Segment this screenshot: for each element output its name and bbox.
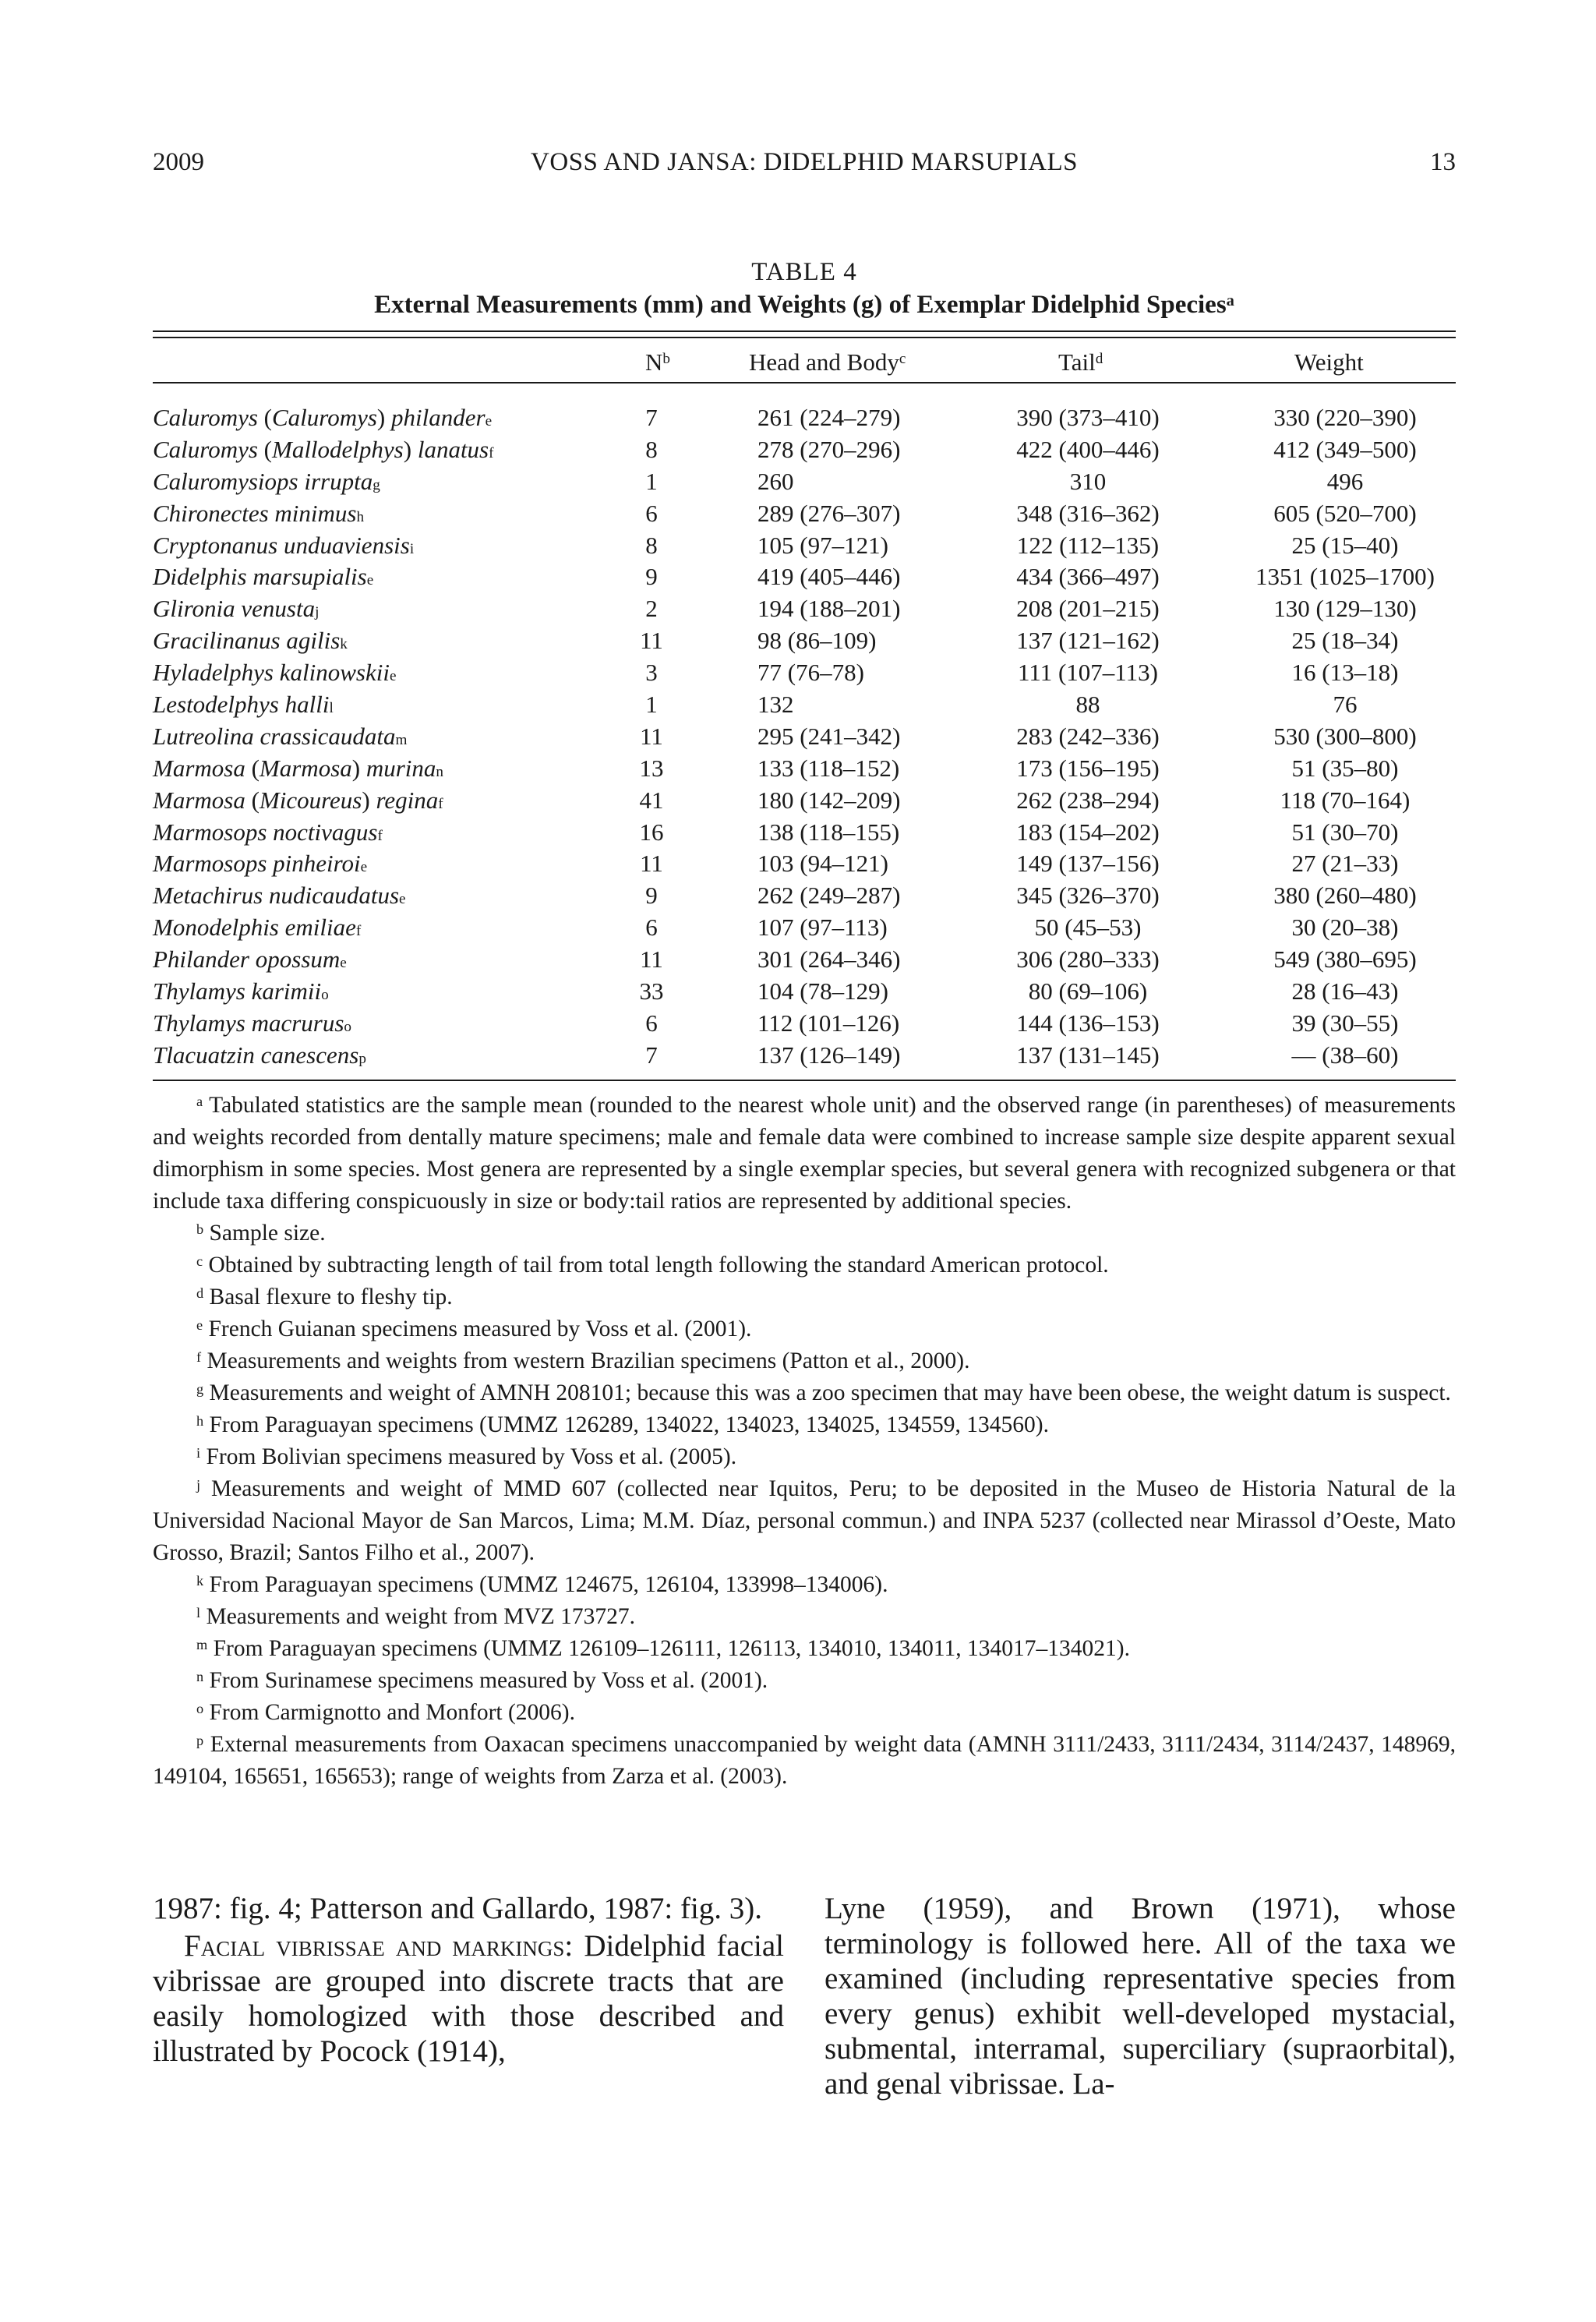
species-footnote-mark: p	[358, 1050, 366, 1067]
species-genus: Caluromysiops	[153, 467, 298, 495]
table-row	[153, 498, 1456, 530]
cell-weight: 30 (20–38)	[1291, 914, 1399, 942]
cell-n: 11	[640, 850, 663, 878]
table-number: TABLE 4	[751, 258, 857, 286]
species-epithet: agilis	[286, 627, 341, 655]
footnote-mark: k	[196, 1572, 204, 1589]
species-genus: Caluromys	[153, 404, 258, 431]
table-row	[153, 721, 1456, 753]
cell-weight: 330 (220–390)	[1273, 404, 1417, 431]
species-genus: Caluromys	[153, 435, 258, 463]
cell-n: 6	[645, 499, 658, 527]
species-subgenus: Marmosa	[259, 754, 352, 782]
cell-head-body: 138 (118–155)	[757, 818, 900, 846]
species-name	[153, 944, 347, 975]
footnote	[153, 1313, 1456, 1345]
species-epithet: nudicaudatus	[268, 882, 400, 910]
footnote-mark: l	[196, 1604, 201, 1620]
species-epithet: kalinowskii	[279, 659, 390, 687]
cell-n: 9	[645, 563, 658, 591]
footnote-text: From Paraguayan specimens (UMMZ 124675, 126104, 133998–134006).	[209, 1572, 888, 1597]
species-name	[153, 1040, 366, 1071]
cell-head-body: 289 (276–307)	[757, 499, 901, 527]
species-genus: Thylamys	[153, 977, 245, 1005]
species-epithet: karimii	[251, 977, 322, 1005]
cell-weight: 1351 (1025–1700)	[1255, 563, 1435, 591]
species-genus: Thylamys	[153, 1009, 245, 1037]
species-epithet: philander	[391, 404, 486, 431]
table-row	[153, 689, 1456, 721]
cell-weight: 39 (30–55)	[1291, 1009, 1399, 1037]
species-footnote-mark: n	[436, 763, 444, 780]
species-name	[153, 721, 407, 752]
cell-weight: 380 (260–480)	[1273, 882, 1417, 910]
footnote-mark: a	[196, 1093, 203, 1109]
species-epithet: canescens	[260, 1041, 359, 1069]
body-column-right	[824, 1891, 1456, 2101]
body-paragraph-text: Didelphid facial vibrissae are grouped into discrete tracts that are easily homologized with those described and illustrated by Pocock (1914),	[153, 1929, 785, 2068]
species-genus: Hyladelphys	[153, 659, 274, 687]
footnote	[153, 1377, 1456, 1409]
footnote-text: From Paraguayan specimens (UMMZ 126289, 134022, 134023, 134025, 134559, 134560).	[209, 1412, 1049, 1437]
table-header-rule	[153, 382, 1456, 383]
cell-weight: 76	[1333, 691, 1358, 719]
running-head	[153, 145, 1456, 179]
species-name	[153, 880, 406, 911]
table-row	[153, 880, 1456, 912]
column-header-tail-text: Tail	[1058, 348, 1096, 376]
footnote	[153, 1697, 1456, 1729]
cell-n: 6	[645, 914, 658, 942]
footnote-mark: j	[196, 1476, 201, 1493]
footnote	[153, 1249, 1456, 1281]
cell-weight: 412 (349–500)	[1273, 435, 1417, 463]
body-column-left	[153, 1891, 784, 2069]
footnote	[153, 1218, 1456, 1249]
cell-n: 8	[645, 435, 658, 463]
table-title-text: External Measurements (mm) and Weights (g) of Exemplar Didelphid Species	[374, 291, 1227, 319]
table-row	[153, 785, 1456, 817]
species-genus: Monodelphis	[153, 914, 279, 942]
footnote-mark: o	[196, 1700, 204, 1716]
footnote	[153, 1665, 1456, 1697]
species-epithet: emiliae	[284, 914, 356, 942]
cell-tail: 144 (136–153)	[1016, 1009, 1160, 1037]
page-number: 13	[1430, 148, 1456, 176]
species-name: Marmosa (Marmosa) murinan	[153, 754, 444, 782]
table-top-rule-double	[153, 337, 1456, 338]
species-epithet: crassicaudata	[260, 722, 396, 750]
cell-n: 41	[639, 786, 664, 814]
cell-tail: 283 (242–336)	[1016, 722, 1160, 750]
cell-n: 33	[639, 977, 664, 1005]
cell-n: 16	[639, 818, 664, 846]
species-subgenus: Mallodelphys	[272, 435, 404, 463]
cell-n: 2	[645, 595, 658, 623]
table-row	[153, 466, 1456, 498]
footnote-text: From Carmignotto and Monfort (2006).	[209, 1700, 576, 1725]
cell-tail: 50 (45–53)	[1034, 914, 1142, 942]
cell-weight: 51 (30–70)	[1291, 818, 1399, 846]
species-epithet: noctivagus	[273, 818, 378, 846]
cell-tail: 434 (366–497)	[1016, 563, 1160, 591]
table-title	[153, 288, 1456, 321]
species-footnote-mark: j	[315, 604, 320, 621]
species-genus: Cryptonanus	[153, 531, 278, 559]
footnote-mark: m	[196, 1636, 208, 1652]
cell-weight: 16 (13–18)	[1291, 659, 1399, 687]
species-epithet: murina	[365, 754, 436, 782]
cell-weight: 605 (520–700)	[1273, 499, 1417, 527]
table-title-note: a	[1226, 292, 1234, 309]
species-name: Marmosa (Micoureus) reginaf	[153, 786, 443, 814]
cell-weight: — (38–60)	[1291, 1041, 1399, 1069]
column-header-n	[645, 346, 670, 379]
footnote	[153, 1569, 1456, 1601]
species-genus: Philander	[153, 945, 249, 974]
species-epithet: minimus	[274, 499, 357, 527]
table-row	[153, 593, 1456, 625]
species-genus: Marmosops	[153, 818, 267, 846]
species-name	[153, 466, 380, 497]
footnote-text: Sample size.	[209, 1221, 326, 1246]
footnote-text: French Guianan specimens measured by Voss et al. (2001).	[208, 1317, 752, 1341]
cell-weight: 25 (15–40)	[1291, 531, 1399, 559]
footnote-mark: g	[196, 1380, 204, 1397]
cell-n: 3	[645, 659, 658, 687]
species-name	[153, 561, 373, 592]
running-head-title: VOSS AND JANSA: DIDELPHID MARSUPIALS	[531, 148, 1078, 176]
footnote-mark: h	[196, 1412, 204, 1429]
footnote-mark: i	[196, 1444, 201, 1461]
footnote-text: Measurements and weights from western Brazilian specimens (Patton et al., 2000).	[207, 1348, 970, 1373]
cell-head-body: 261 (224–279)	[757, 404, 901, 431]
species-footnote-mark: f	[355, 923, 362, 940]
table-top-rule	[153, 330, 1456, 332]
species-genus: Chironectes	[153, 499, 269, 527]
species-footnote-mark: l	[329, 700, 334, 717]
species-name	[153, 593, 319, 624]
species-epithet: lanatus	[417, 435, 489, 463]
species-name	[153, 848, 367, 879]
column-header-weight: Weight	[1294, 348, 1364, 376]
footnote-mark: n	[196, 1668, 204, 1684]
running-head-year: 2009	[153, 148, 204, 176]
cell-weight: 25 (18–34)	[1291, 627, 1399, 655]
footnote-mark: d	[196, 1285, 204, 1301]
footnote-text: Tabulated statistics are the sample mean (rounded to the nearest whole unit) and the observed range (in parentheses) of measurements and weights recorded from dentally mature specimens; male and female data were combined to increase sample size despite apparent sexual dimorphism in some species. Most genera are represented by a single exemplar species, but several genera with recognized subgenera or that include taxa differing conspicuously in size or body:tail ratios are represented by additional species.	[153, 1093, 1457, 1214]
table-column-headers	[153, 346, 1456, 379]
cell-n: 6	[645, 1009, 658, 1037]
footnote-text: Measurements and weight from MVZ 173727.	[206, 1604, 636, 1629]
cell-tail: 306 (280–333)	[1016, 945, 1160, 974]
cell-head-body: 77 (76–78)	[757, 659, 864, 687]
species-genus: Marmosa	[153, 754, 245, 782]
column-header-head-body-note: c	[899, 351, 906, 368]
footnote-text: Obtained by subtracting length of tail from total length following the standard American protocol.	[208, 1253, 1109, 1278]
species-genus: Didelphis	[153, 563, 247, 591]
footnote-text: From Surinamese specimens measured by Voss et al. (2001).	[209, 1668, 768, 1693]
species-footnote-mark: f	[438, 795, 443, 812]
cell-tail: 111 (107–113)	[1018, 659, 1158, 687]
column-header-tail	[1058, 346, 1103, 379]
cell-weight: 27 (21–33)	[1291, 850, 1399, 878]
footnote-mark: c	[196, 1253, 203, 1269]
footnote-mark: p	[196, 1732, 204, 1748]
cell-n: 11	[640, 722, 663, 750]
cell-head-body: 105 (97–121)	[757, 531, 888, 559]
cell-n: 7	[645, 404, 658, 431]
footnote-text: External measurements from Oaxacan specimens unaccompanied by weight data (AMNH 3111/2433, 3111/2434, 3114/2437, 148969, 149104, 165651, 165653); range of weights from Zarza et al. (2003).	[153, 1732, 1457, 1789]
cell-weight: 130 (129–130)	[1273, 595, 1417, 623]
column-header-tail-note: d	[1095, 351, 1103, 368]
species-footnote-mark: e	[389, 668, 397, 685]
species-genus: Tlacuatzin	[153, 1041, 255, 1069]
cell-tail: 149 (137–156)	[1016, 850, 1160, 878]
table-row	[153, 530, 1456, 562]
cell-n: 11	[640, 945, 663, 974]
cell-weight: 530 (300–800)	[1273, 722, 1417, 750]
cell-tail: 422 (400–446)	[1016, 435, 1160, 463]
cell-n: 9	[645, 882, 658, 910]
table-row	[153, 561, 1456, 593]
species-epithet: opossum	[255, 945, 341, 974]
cell-tail: 183 (154–202)	[1016, 818, 1160, 846]
species-footnote-mark: h	[356, 508, 365, 525]
species-subgenus: Caluromys	[272, 404, 377, 431]
cell-n: 11	[640, 627, 663, 655]
table-row	[153, 817, 1456, 849]
species-name	[153, 625, 348, 656]
cell-head-body: 260	[757, 467, 794, 495]
footnote	[153, 1601, 1456, 1633]
table-row	[153, 912, 1456, 944]
footnote-mark: b	[196, 1221, 204, 1237]
species-epithet: marsupialis	[252, 563, 367, 591]
body-paragraph: 1987: fig. 4; Patterson and Gallardo, 1987: fig. 3).	[153, 1892, 763, 1925]
cell-weight: 496	[1326, 467, 1364, 495]
species-genus: Marmosa	[153, 786, 245, 814]
cell-n: 1	[645, 467, 658, 495]
species-epithet: macrurus	[251, 1009, 344, 1037]
footnote	[153, 1345, 1456, 1377]
species-footnote-mark: e	[340, 955, 347, 972]
species-genus: Gracilinanus	[153, 627, 281, 655]
species-name	[153, 498, 364, 529]
footnote	[153, 1473, 1456, 1569]
column-header-n-text: N	[645, 348, 663, 376]
species-genus: Lutreolina	[153, 722, 254, 750]
table-row	[153, 402, 1456, 434]
species-epithet: irrupta	[304, 467, 373, 495]
species-footnote-mark: f	[489, 444, 494, 461]
cell-weight: 28 (16–43)	[1291, 977, 1399, 1005]
footnote-text: Measurements and weight of MMD 607 (collected near Iquitos, Peru; to be deposited in the Museo de Historia Natural de la Universidad Nacional Mayor de San Marcos, Lima; M.M. Díaz, personal commun.) and INPA 5237 (collected near Mirassol d’Oeste, Mato Grosso, Brazil; Santos Filho et al., 2007).	[153, 1476, 1456, 1565]
footnote-text: Measurements and weight of AMNH 208101; because this was a zoo specimen that may have been obese, the weight datum is suspect.	[209, 1380, 1451, 1405]
cell-tail: 208 (201–215)	[1016, 595, 1160, 623]
species-epithet: venusta	[241, 595, 316, 623]
cell-n: 8	[645, 531, 658, 559]
footnote-mark: f	[196, 1348, 202, 1365]
cell-head-body: 103 (94–121)	[757, 850, 888, 878]
table-bottom-rule	[153, 1080, 1456, 1081]
species-name	[153, 1008, 351, 1039]
species-name	[153, 912, 361, 943]
footnote	[153, 1409, 1456, 1441]
cell-head-body: 104 (78–129)	[757, 977, 888, 1005]
table-body	[153, 402, 1456, 1072]
footnote	[153, 1441, 1456, 1473]
table-row	[153, 434, 1456, 466]
footnote	[153, 1633, 1456, 1665]
table-row	[153, 753, 1456, 785]
footnote-text: From Bolivian specimens measured by Voss et al. (2005).	[206, 1444, 737, 1469]
cell-tail: 122 (112–135)	[1016, 531, 1160, 559]
cell-tail: 80 (69–106)	[1028, 977, 1148, 1005]
species-genus: Metachirus	[153, 882, 263, 910]
cell-tail: 173 (156–195)	[1016, 754, 1160, 782]
species-genus: Lestodelphys	[153, 691, 279, 719]
body-paragraph: Lyne (1959), and Brown (1971), whose terminology is followed here. All of the taxa we examined (including representative species from every genus) exhibit well-developed mystacial, submental, interramal, superciliary (supraorbital), and genal vibrissae. La-	[824, 1892, 1456, 2101]
column-header-head-body	[749, 346, 906, 379]
cell-tail: 262 (238–294)	[1016, 786, 1160, 814]
footnote	[153, 1090, 1456, 1218]
species-footnote-mark: m	[395, 731, 408, 748]
cell-head-body: 137 (126–149)	[757, 1041, 901, 1069]
species-genus: Glironia	[153, 595, 235, 623]
species-footnote-mark: e	[366, 572, 374, 589]
species-footnote-mark: e	[360, 859, 368, 876]
table-row	[153, 657, 1456, 689]
table-row	[153, 848, 1456, 880]
cell-head-body: 180 (142–209)	[757, 786, 901, 814]
species-footnote-mark: e	[485, 413, 493, 429]
species-name: Caluromys (Caluromys) philandere	[153, 404, 493, 431]
cell-head-body: 262 (249–287)	[757, 882, 901, 910]
cell-head-body: 107 (97–113)	[757, 914, 888, 942]
cell-head-body: 295 (241–342)	[757, 722, 901, 750]
cell-head-body: 419 (405–446)	[757, 563, 901, 591]
table-footnotes	[153, 1090, 1456, 1793]
footnote-text: Basal flexure to fleshy tip.	[209, 1285, 453, 1309]
cell-tail: 88	[1075, 691, 1100, 719]
column-header-head-body-text: Head and Body	[749, 348, 899, 376]
species-footnote-mark: k	[340, 636, 348, 653]
table-row	[153, 944, 1456, 976]
species-footnote-mark: e	[399, 891, 406, 908]
species-genus: Marmosops	[153, 850, 267, 878]
table-row	[153, 976, 1456, 1008]
species-epithet: regina	[376, 786, 439, 814]
cell-head-body: 132	[757, 691, 794, 719]
cell-head-body: 301 (264–346)	[757, 945, 901, 974]
species-epithet: halli	[284, 691, 330, 719]
species-footnote-mark: o	[321, 987, 329, 1004]
cell-tail: 345 (326–370)	[1016, 882, 1160, 910]
species-footnote-mark: o	[344, 1018, 352, 1035]
cell-tail: 137 (121–162)	[1016, 627, 1160, 655]
cell-head-body: 133 (118–152)	[757, 754, 900, 782]
footnote-mark: e	[196, 1317, 203, 1333]
species-name	[153, 689, 334, 720]
cell-head-body: 278 (270–296)	[757, 435, 901, 463]
table-caption	[153, 256, 1456, 321]
species-name	[153, 530, 414, 561]
species-subgenus: Micoureus	[259, 786, 362, 814]
species-name	[153, 976, 329, 1007]
cell-tail: 348 (316–362)	[1016, 499, 1160, 527]
cell-weight: 118 (70–164)	[1280, 786, 1411, 814]
cell-n: 13	[639, 754, 664, 782]
species-name	[153, 657, 396, 688]
cell-tail: 390 (373–410)	[1016, 404, 1160, 431]
cell-n: 7	[645, 1041, 658, 1069]
footnote-text: From Paraguayan specimens (UMMZ 126109–126111, 126113, 134010, 134011, 134017–134021).	[213, 1636, 1130, 1661]
cell-head-body: 194 (188–201)	[757, 595, 901, 623]
species-name: Caluromys (Mallodelphys) lanatusf	[153, 435, 494, 463]
table-row	[153, 1008, 1456, 1040]
cell-weight: 549 (380–695)	[1273, 945, 1417, 974]
species-epithet: pinheiroi	[273, 850, 361, 878]
footnote	[153, 1281, 1456, 1313]
cell-tail: 137 (131–145)	[1016, 1041, 1160, 1069]
section-heading-facial-vibrissae: Facial vibrissae and markings:	[184, 1929, 574, 1963]
footnote	[153, 1729, 1456, 1793]
column-header-n-note: b	[662, 351, 670, 368]
species-name	[153, 817, 383, 848]
cell-head-body: 112 (101–126)	[757, 1009, 900, 1037]
species-epithet: unduaviensis	[283, 531, 410, 559]
table-row	[153, 1040, 1456, 1072]
cell-n: 1	[645, 691, 658, 719]
cell-tail: 310	[1069, 467, 1107, 495]
cell-weight: 51 (35–80)	[1291, 754, 1399, 782]
species-footnote-mark: f	[377, 827, 383, 844]
species-footnote-mark: i	[409, 540, 415, 557]
cell-head-body: 98 (86–109)	[757, 627, 877, 655]
table-row	[153, 625, 1456, 657]
species-footnote-mark: g	[373, 476, 380, 493]
body-paragraph	[153, 1928, 784, 2069]
